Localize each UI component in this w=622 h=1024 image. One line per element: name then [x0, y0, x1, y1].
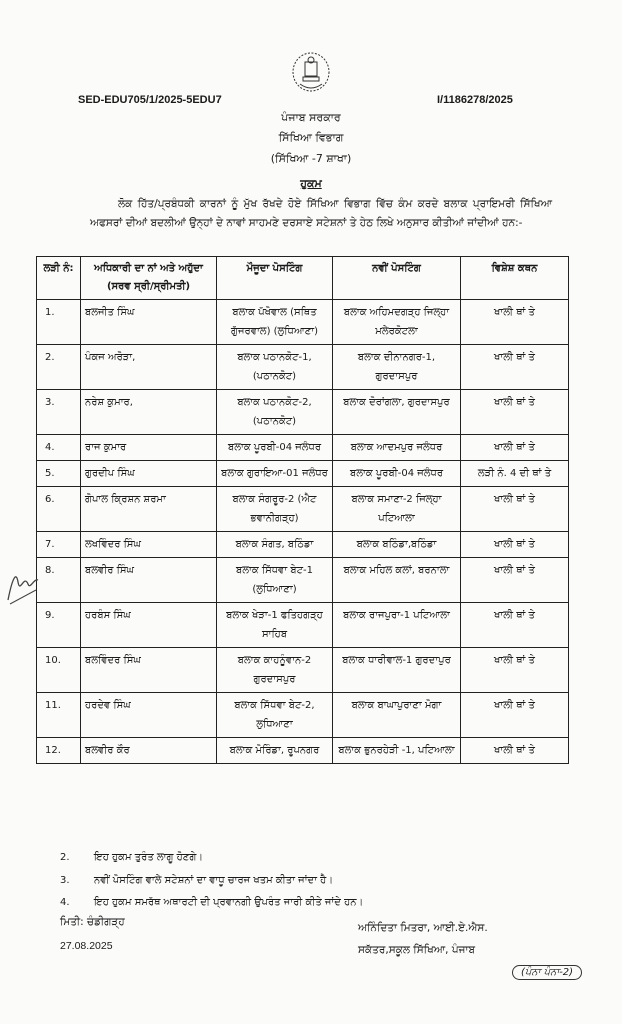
- header-remarks: ਵਿਸ਼ੇਸ਼ ਕਥਨ: [461, 257, 569, 300]
- cell-new-posting: ਬਲਾਕ ਅਹਿਮਦਗੜ੍ਹ ਜਿਲ੍ਹਾ ਮਲੇਰਕੋਟਲਾ: [333, 300, 461, 345]
- table-row: [37, 693, 569, 738]
- cell-remarks: ਖਾਲੀ ਥਾਂ ਤੇ: [461, 435, 569, 461]
- cell-new-posting: ਬਲਾਕ ਧਾਰੀਵਾਲ-1 ਗੁਰਦਾਪੁਰ: [333, 648, 461, 693]
- cell-name: ਹਰਦੇਵ ਸਿੰਘ: [81, 693, 217, 738]
- footer-point-text: ਨਵੀਂ ਪੋਸਟਿੰਗ ਵਾਲੇ ਸਟੇਸ਼ਨਾਂ ਦਾ ਵਾਧੂ ਚਾਰਜ ਖਤਮ ਕੀਤਾ ਜਾਂਦਾ ਹੈ।: [94, 875, 334, 886]
- table-row: [37, 532, 569, 558]
- cell-remarks: ਖਾਲੀ ਥਾਂ ਤੇ: [461, 300, 569, 345]
- state-emblem-icon: [290, 50, 332, 96]
- cell-sr: 8.: [37, 558, 81, 603]
- table-row: [37, 435, 569, 461]
- footer-point-num: 3.: [60, 875, 70, 886]
- cell-name: ਬਲਵਿੰਦਰ ਸਿੰਘ: [81, 648, 217, 693]
- cell-name: ਬਲਵੀਰ ਸਿੰਘ: [81, 558, 217, 603]
- cell-current-posting: ਬਲਾਕ ਮੋਰਿੰਡਾ, ਰੂਪਨਗਰ: [217, 738, 333, 764]
- cell-name: ਨਰੇਸ਼ ਕੁਮਾਰ,: [81, 390, 217, 435]
- cell-current-posting: ਬਲਾਕ ਗੁਰਾਇਆ-01 ਜਲੰਧਰ: [217, 461, 333, 487]
- cell-current-posting: ਬਲਾਕ ਪੱਖੋਵਾਲ (ਸਥਿਤ ਗੁੱਜਰਵਾਲ) (ਲੁਧਿਆਣਾ): [217, 300, 333, 345]
- cell-remarks: ਲੜੀ ਨੰ. 4 ਦੀ ਥਾਂ ਤੇ: [461, 461, 569, 487]
- cell-new-posting: ਬਲਾਕ ਸਮਾਣਾ-2 ਜਿਲ੍ਹਾ ਪਟਿਆਲਾ: [333, 487, 461, 532]
- header-name: ਅਧਿਕਾਰੀ ਦਾ ਨਾਂ ਅਤੇ ਅਹੁੱਦਾ (ਸਰਵ ਸ੍ਰੀ/ਸ੍ਰੀਮਤੀ): [81, 257, 217, 300]
- order-title: ਹੁਕਮ: [300, 177, 322, 190]
- cell-current-posting: ਬਲਾਕ ਖੇੜਾ-1 ਫਤਿਹਗੜ੍ਹ ਸਾਹਿਬ: [217, 603, 333, 648]
- cell-name: ਰਾਜ ਕੁਮਾਰ: [81, 435, 217, 461]
- header-current-posting: ਮੌਜੂਦਾ ਪੋਸਟਿੰਗ: [217, 257, 333, 300]
- table-row: [37, 300, 569, 345]
- footer-point-num: 4.: [60, 897, 70, 908]
- cell-sr: 3.: [37, 390, 81, 435]
- table-row: [37, 738, 569, 764]
- cell-new-posting: ਬਲਾਕ ਦੀਨਾਨਗਰ-1, ਗੁਰਦਾਸਪੁਰ: [333, 345, 461, 390]
- cell-sr: 2.: [37, 345, 81, 390]
- cell-name: ਗੁਰਦੀਪ ਸਿੰਘ: [81, 461, 217, 487]
- table-row: [37, 487, 569, 532]
- cell-name: ਗੋਪਾਲ ਕ੍ਰਿਸ਼ਨ ਸ਼ਰਮਾ: [81, 487, 217, 532]
- cell-new-posting: ਬਲਾਕ ਆਦਮਪੁਰ ਜਲੰਧਰ: [333, 435, 461, 461]
- table-header-row: [37, 257, 569, 300]
- intro-paragraph: [90, 195, 552, 233]
- table-row: [37, 603, 569, 648]
- cell-current-posting: ਬਲਾਕ ਪਠਾਨਕੋਟ-2, (ਪਠਾਨਕੋਟ): [217, 390, 333, 435]
- footer-point-text: ਇਹ ਹੁਕਮ ਤੁਰੰਤ ਲਾਗੂ ਹੋਣਗੇ।: [94, 852, 204, 863]
- cell-name: ਹਰਬੰਸ ਸਿੰਘ: [81, 603, 217, 648]
- cell-sr: 11.: [37, 693, 81, 738]
- cell-current-posting: ਬਲਾਕ ਸੰਗਤ, ਬਠਿੰਡਾ: [217, 532, 333, 558]
- cell-sr: 10.: [37, 648, 81, 693]
- cell-current-posting: ਬਲਾਕ ਸਿੱਧਵਾ ਬੇਟ-2, ਲੁਧਿਆਣਾ: [217, 693, 333, 738]
- cell-name: ਪੰਕਜ ਅਰੋੜਾ,: [81, 345, 217, 390]
- issue-date: 27.08.2025: [60, 940, 113, 952]
- department-name: ਸਿੱਖਿਆ ਵਿਭਾਗ: [278, 131, 344, 144]
- cell-remarks: ਖਾਲੀ ਥਾਂ ਤੇ: [461, 693, 569, 738]
- cell-remarks: ਖਾਲੀ ਥਾਂ ਤੇ: [461, 738, 569, 764]
- header-new-posting: ਨਵੀਂ ਪੋਸਟਿੰਗ: [333, 257, 461, 300]
- place-label: ਮਿਤੀ: ਚੰਡੀਗੜ੍ਹ: [60, 916, 125, 928]
- cell-current-posting: ਬਲਾਕ ਪੂਰਬੀ-04 ਜਲੰਧਰ: [217, 435, 333, 461]
- margin-signature-icon: [2, 560, 42, 610]
- cell-new-posting: ਬਲਾਕ ਦੋਰਾਂਗਲਾ, ਗੁਰਦਾਸਪੁਰ: [333, 390, 461, 435]
- table-row: [37, 648, 569, 693]
- footer-point-text: ਇਹ ਹੁਕਮ ਸਮਰੱਥ ਅਥਾਰਟੀ ਦੀ ਪ੍ਰਵਾਨਗੀ ਉਪਰੰਤ ਜਾਰੀ ਕੀਤੇ ਜਾਂਦੇ ਹਨ।: [94, 897, 364, 908]
- cell-name: ਬਲਜੀਤ ਸਿੰਘ: [81, 300, 217, 345]
- table-row: [37, 345, 569, 390]
- page-continuation: (ਪੰਨਾ ਪੰਨਾ-2): [512, 965, 582, 980]
- table-row: [37, 558, 569, 603]
- cell-new-posting: ਬਲਾਕ ਭੁਨਰਹੇੜੀ -1, ਪਟਿਆਲਾ: [333, 738, 461, 764]
- cell-remarks: ਖਾਲੀ ਥਾਂ ਤੇ: [461, 487, 569, 532]
- reference-number: SED-EDU705/1/2025-5EDU7: [78, 94, 222, 106]
- cell-remarks: ਖਾਲੀ ਥਾਂ ਤੇ: [461, 532, 569, 558]
- transfer-table: [36, 256, 569, 764]
- cell-remarks: ਖਾਲੀ ਥਾਂ ਤੇ: [461, 390, 569, 435]
- cell-name: ਬਲਵੀਰ ਕੌਰ: [81, 738, 217, 764]
- signatory-name: ਅਨਿੰਦਿਤਾ ਮਿਤਰਾ, ਆਈ.ਏ.ਐਸ.: [358, 922, 488, 934]
- cell-new-posting: ਬਲਾਕ ਬਠਿੰਡਾ,ਬਠਿੰਡਾ: [333, 532, 461, 558]
- file-number: I/1186278/2025: [437, 94, 513, 106]
- cell-current-posting: ਬਲਾਕ ਸਿੱਧਵਾ ਬੇਟ-1 (ਲੁਧਿਆਣਾ): [217, 558, 333, 603]
- cell-new-posting: ਬਲਾਕ ਬਾਘਾਪੁਰਾਣਾ ਮੋਗਾ: [333, 693, 461, 738]
- cell-remarks: ਖਾਲੀ ਥਾਂ ਤੇ: [461, 603, 569, 648]
- cell-current-posting: ਬਲਾਕ ਕਾਹਨੂੰਵਾਨ-2 ਗੁਰਦਾਸਪੁਰ: [217, 648, 333, 693]
- cell-sr: 9.: [37, 603, 81, 648]
- government-name: ਪੰਜਾਬ ਸਰਕਾਰ: [281, 111, 341, 124]
- cell-new-posting: ਬਲਾਕ ਰਾਜਪੁਰਾ-1 ਪਟਿਆਲਾ: [333, 603, 461, 648]
- cell-remarks: ਖਾਲੀ ਥਾਂ ਤੇ: [461, 648, 569, 693]
- cell-new-posting: ਬਲਾਕ ਪੂਰਬੀ-04 ਜਲੰਧਰ: [333, 461, 461, 487]
- branch-name: (ਸਿੱਖਿਆ -7 ਸ਼ਾਖਾ): [270, 152, 352, 165]
- cell-current-posting: ਬਲਾਕ ਸੰਗਰੂਰ-2 (ਐਟ ਭਵਾਨੀਗੜ੍ਹ): [217, 487, 333, 532]
- cell-remarks: ਖਾਲੀ ਥਾਂ ਤੇ: [461, 345, 569, 390]
- table-row: [37, 461, 569, 487]
- cell-sr: 6.: [37, 487, 81, 532]
- cell-sr: 7.: [37, 532, 81, 558]
- cell-remarks: ਖਾਲੀ ਥਾਂ ਤੇ: [461, 558, 569, 603]
- cell-name: ਲਖਵਿੰਦਰ ਸਿੰਘ: [81, 532, 217, 558]
- header-sr: ਲੜੀ ਨੰ:: [37, 257, 81, 300]
- table-row: [37, 390, 569, 435]
- cell-sr: 12.: [37, 738, 81, 764]
- cell-sr: 4.: [37, 435, 81, 461]
- signatory-designation: ਸਕੱਤਰ,ਸਕੂਲ ਸਿੱਖਿਆ, ਪੰਜਾਬ: [358, 944, 476, 956]
- cell-sr: 1.: [37, 300, 81, 345]
- cell-current-posting: ਬਲਾਕ ਪਠਾਨਕੋਟ-1, (ਪਠਾਨਕੋਟ): [217, 345, 333, 390]
- cell-sr: 5.: [37, 461, 81, 487]
- footer-point-num: 2.: [60, 852, 70, 863]
- cell-new-posting: ਬਲਾਕ ਮਹਿਲ ਕਲਾਂ, ਬਰਨਾਲਾ: [333, 558, 461, 603]
- intro-text: ਲੋਕ ਹਿੱਤ/ਪ੍ਰਬੰਧਕੀ ਕਾਰਨਾਂ ਨੂੰ ਮੁੱਖ ਰੱਖਦੇ ਹੋਏ ਸਿੱਖਿਆ ਵਿਭਾਗ ਵਿੱਚ ਕੰਮ ਕਰਦੇ ਬਲਾਕ ਪ੍ਰਾਇਮਰੀ ਸਿੱਖਿਆ ਅਫਸਰਾਂ ਦੀਆਂ ਬਦਲੀਆਂ ਉਨ੍ਹਾਂ ਦੇ ਨਾਵਾਂ ਸਾਹਮਣੇ ਦਰਸਾਏ ਸਟੇਸ਼ਨਾਂ ਤੇ ਹੇਠ ਲਿਖੇ ਅਨੁਸਾਰ ਕੀਤੀਆਂ ਜਾਂਦੀਆਂ ਹਨ:-: [90, 198, 552, 229]
